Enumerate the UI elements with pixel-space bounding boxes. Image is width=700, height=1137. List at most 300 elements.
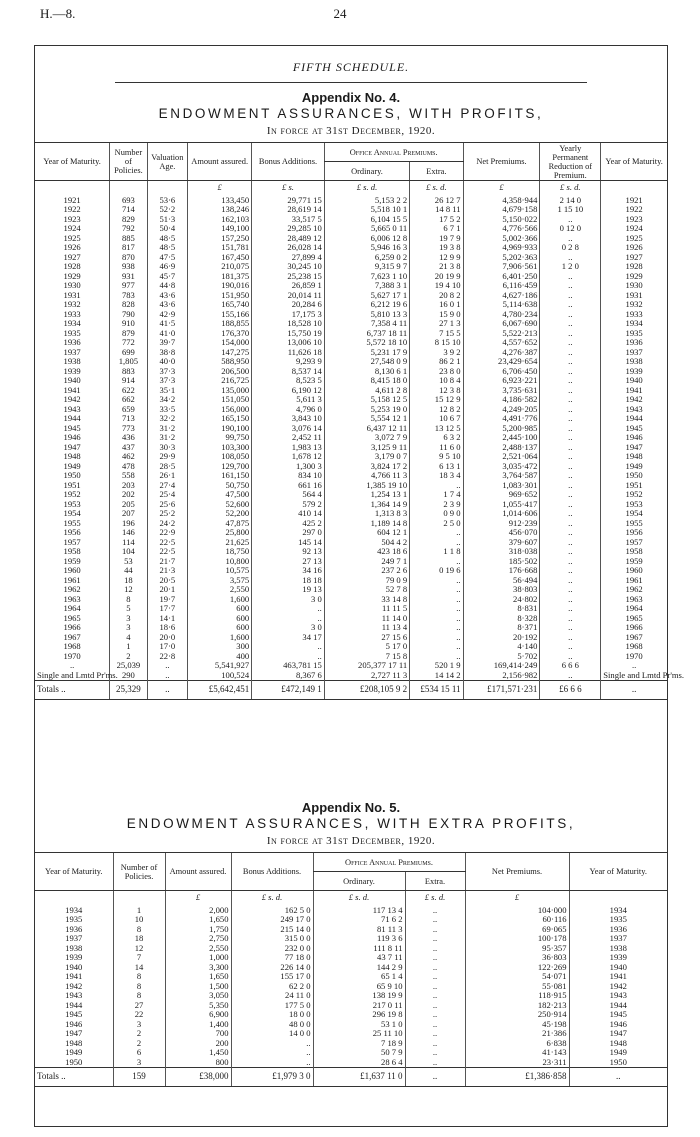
table-cell: 0 19 6	[410, 566, 463, 576]
table-cell: ..	[540, 490, 601, 500]
table-cell: ..	[405, 963, 465, 973]
table-cell: 27	[113, 1001, 165, 1011]
table-cell: 22·9	[147, 528, 188, 538]
table-cell: 1,805	[110, 357, 147, 367]
appendix5-label: Appendix No. 5.	[301, 800, 401, 815]
table-cell: 1944	[601, 414, 667, 424]
table-cell: 379·607	[463, 538, 540, 548]
table-cell: 21 3 8	[410, 262, 463, 272]
table-cell: 19 3 8	[410, 243, 463, 253]
table-cell: 181,375	[188, 272, 252, 282]
table-cell: 10 6 7	[410, 414, 463, 424]
table-cell: 1953	[601, 500, 667, 510]
table-cell: 883	[110, 367, 147, 377]
table-cell: 151,781	[188, 243, 252, 253]
table-cell: ..	[410, 585, 463, 595]
table-cell: 1934	[65, 904, 83, 915]
table-cell: 425 2	[252, 519, 325, 529]
table-cell: 22·5	[147, 538, 188, 548]
table-cell: 1966	[601, 623, 667, 633]
table-cell: 54·071	[465, 972, 569, 982]
table-cell: 42·9	[147, 310, 188, 320]
table-cell: 8	[113, 972, 165, 982]
table-cell: 69·065	[465, 925, 569, 935]
table-cell: 1937	[601, 348, 667, 358]
table-cell: 4,611 2 8	[324, 386, 409, 396]
table-cell: 65 9 10	[313, 982, 405, 992]
table-cell: 81 11 3	[313, 925, 405, 935]
table-cell: 40·0	[147, 357, 188, 367]
table-cell: 44·8	[147, 281, 188, 291]
table-cell: 17 5 2	[410, 215, 463, 225]
table-cell: 1936	[63, 337, 81, 347]
table-cell: 1963	[63, 593, 81, 604]
table-cell: 1949	[63, 460, 81, 471]
col-ordinary: Ordinary.	[324, 162, 409, 181]
table-cell: 27 13	[252, 557, 325, 567]
page-number: 24	[333, 6, 347, 21]
table-cell: 34 17	[252, 633, 325, 643]
table-cell: 28,619 14	[252, 205, 325, 215]
table-cell: 20 19 9	[410, 272, 463, 282]
table-cell: ..	[540, 519, 601, 529]
table-cell: 226 14 0	[231, 963, 313, 973]
table-cell: 1932	[601, 300, 667, 310]
table-cell: £1,979 3 0	[231, 1068, 313, 1087]
table-cell: £38,000	[165, 1068, 231, 1087]
table-cell: 157,250	[188, 234, 252, 244]
table-cell: 8	[113, 982, 165, 992]
table-cell: 0 9 0	[410, 509, 463, 519]
table-cell: ..	[540, 319, 601, 329]
table-cell: 1939	[601, 367, 667, 377]
table-cell: ..	[410, 576, 463, 586]
table-cell: £171,571·231	[463, 681, 540, 700]
table-cell: ..	[405, 1001, 465, 1011]
table-cell: 1,014·606	[463, 509, 540, 519]
table-cell: 25,800	[188, 528, 252, 538]
table-cell: 13,006 10	[252, 338, 325, 348]
table-cell: 45·198	[465, 1020, 569, 1030]
table-cell: 693	[110, 193, 147, 206]
table-cell: 210,075	[188, 262, 252, 272]
table-cell: 19·7	[147, 595, 188, 605]
table-cell: ..	[540, 215, 601, 225]
table-cell: 1925	[63, 232, 81, 243]
table-cell: 20·1	[147, 585, 188, 595]
table-cell: ..	[540, 528, 601, 538]
table-cell: 4,780·234	[463, 310, 540, 320]
table-cell: 10	[113, 915, 165, 925]
table-cell: 28,489 12	[252, 234, 325, 244]
table-cell: 18,528 10	[252, 319, 325, 329]
table-cell: 33·5	[147, 405, 188, 415]
table-cell: ..	[405, 1058, 465, 1068]
table-cell: ..	[231, 1058, 313, 1068]
table-cell: 1925	[601, 234, 667, 244]
table-cell: 169,414·249	[463, 661, 540, 671]
table-cell: 1 2 0	[540, 262, 601, 272]
table-cell: 1923	[63, 213, 81, 224]
table-cell: 1943	[601, 405, 667, 415]
table-cell: 1941	[63, 384, 81, 395]
table-cell: 1970	[63, 650, 81, 661]
table-cell: 600	[188, 623, 252, 633]
table-cell: 18,750	[188, 547, 252, 557]
table-cell: ..	[252, 614, 325, 624]
table-cell: 1,385 19 10	[324, 481, 409, 491]
table-cell: 1938	[63, 356, 81, 366]
table-cell: 5,572 18 10	[324, 338, 409, 348]
table-cell: 1953	[63, 498, 81, 509]
table-cell: 10,800	[188, 557, 252, 567]
table-cell: 37·3	[147, 367, 188, 377]
table-cell: 5,114·638	[463, 300, 540, 310]
table-cell: 1933	[63, 308, 81, 319]
table-cell: 41·143	[465, 1048, 569, 1058]
col-net: Net Premiums.	[465, 853, 569, 891]
table-cell: ..	[540, 414, 601, 424]
table-cell: 1942	[63, 394, 81, 404]
appendix4-table	[35, 142, 685, 700]
table-cell: 0 2 8	[540, 243, 601, 253]
table-cell: ..	[252, 642, 325, 652]
table-cell: ..	[147, 661, 188, 671]
table-cell: £1,386·858	[465, 1068, 569, 1087]
table-cell: 1937	[63, 346, 81, 357]
table-cell: 1945	[569, 1010, 667, 1020]
table-cell: 1937	[569, 934, 667, 944]
table-cell: 1941	[569, 972, 667, 982]
table-cell: 600	[188, 604, 252, 614]
table-cell: 47,500	[188, 490, 252, 500]
table-cell: 1935	[63, 327, 81, 338]
table-cell: 1,600	[188, 633, 252, 643]
table-cell: 6,212 19 6	[324, 300, 409, 310]
table-row	[35, 903, 667, 916]
table-cell: 6 7 1	[410, 224, 463, 234]
table-row	[35, 953, 667, 963]
table-cell: 162,103	[188, 215, 252, 225]
divider	[115, 82, 587, 83]
table-cell: 5·702	[463, 652, 540, 662]
table-cell: 6,190 12	[252, 386, 325, 396]
table-cell: 62 2 0	[231, 982, 313, 992]
table-cell: 1937	[65, 933, 83, 943]
table-cell: 18 18	[252, 576, 325, 586]
table-cell: 8	[113, 991, 165, 1001]
table-cell: 7	[113, 953, 165, 963]
table-cell: 104	[110, 547, 147, 557]
table-cell: 31·2	[147, 433, 188, 443]
table-cell: 1964	[63, 603, 81, 613]
table-cell: 792	[110, 224, 147, 234]
table-cell: 7,906·561	[463, 262, 540, 272]
table-cell: 176,370	[188, 329, 252, 339]
table-cell: ..	[540, 595, 601, 605]
table-cell: 1963	[601, 595, 667, 605]
table-cell: 3,035·472	[463, 462, 540, 472]
table-cell: 1938	[569, 944, 667, 954]
table-cell: 43·6	[147, 300, 188, 310]
table-cell: 462	[110, 452, 147, 462]
table-cell: 1,400	[165, 1020, 231, 1030]
table-cell: £472,149 1	[252, 681, 325, 700]
table-cell: 1943	[65, 990, 83, 1000]
table-cell: 5	[110, 604, 147, 614]
table-cell: 200	[165, 1039, 231, 1049]
table-cell: ..	[540, 538, 601, 548]
table-cell: 27 1 3	[410, 319, 463, 329]
table-cell: 18 3 4	[410, 471, 463, 481]
table-cell: 39·7	[147, 338, 188, 348]
table-cell: ..	[231, 1039, 313, 1049]
table-cell: 1946	[63, 432, 81, 442]
table-cell: 22·5	[147, 547, 188, 557]
table-cell: 3,076 14	[252, 424, 325, 434]
table-cell: 828	[110, 300, 147, 310]
table-cell: 20,014 11	[252, 291, 325, 301]
table-cell: 773	[110, 424, 147, 434]
col-year-right: Year of Maturity.	[569, 853, 667, 891]
table-cell: 2,445·100	[463, 433, 540, 443]
table-cell: 1949	[569, 1048, 667, 1058]
table-cell: 26·1	[147, 471, 188, 481]
table-cell: 156,000	[188, 405, 252, 415]
table-cell: 829	[110, 215, 147, 225]
table-cell: 1962	[63, 584, 81, 594]
table-cell: 436	[110, 433, 147, 443]
table-cell: 931	[110, 272, 147, 282]
table-cell: 290	[110, 671, 147, 681]
table-cell: 41·5	[147, 319, 188, 329]
table-cell: 22	[113, 1010, 165, 1020]
table-cell: ..	[601, 681, 667, 700]
table-cell: 1948	[601, 452, 667, 462]
table-cell: 8	[110, 595, 147, 605]
table-cell: 36·803	[465, 953, 569, 963]
table-cell: 463,781 15	[252, 661, 325, 671]
table-cell: 7 15 8	[324, 652, 409, 662]
col-valuation-age: Valuation Age.	[147, 143, 188, 181]
table-cell: 8,367 6	[252, 671, 325, 681]
table-cell: 207	[110, 509, 147, 519]
table-cell: ..	[540, 234, 601, 244]
table-cell: 60·116	[465, 915, 569, 925]
table-cell: 296 19 8	[313, 1010, 405, 1020]
table-cell: 205,377 17 11	[324, 661, 409, 671]
table-cell: 1967	[63, 631, 81, 642]
table-cell: 3,300	[165, 963, 231, 973]
table-cell: 1950	[65, 1056, 83, 1067]
table-cell: 700	[165, 1029, 231, 1039]
table-cell: 1951	[601, 481, 667, 491]
table-cell: ..	[569, 1068, 667, 1087]
unit-net: £	[465, 891, 569, 903]
table-cell: 176·668	[463, 566, 540, 576]
table-cell: 1931	[63, 289, 81, 300]
table-cell: 1,600	[188, 595, 252, 605]
table-cell: 6	[113, 1048, 165, 1058]
table-cell: 55·081	[465, 982, 569, 992]
table-cell: ..	[540, 633, 601, 643]
table-cell: 1936	[65, 923, 83, 934]
table-cell: 1955	[63, 517, 81, 528]
table-cell: £6 6 6	[540, 681, 601, 700]
table-cell: 1950	[569, 1058, 667, 1068]
table-cell: 870	[110, 253, 147, 263]
table-cell: 7,388 3 1	[324, 281, 409, 291]
table-cell: 4,679·158	[463, 205, 540, 215]
table-cell: ..	[405, 1020, 465, 1030]
table-cell: ..	[540, 585, 601, 595]
table-cell: 237 2 6	[324, 566, 409, 576]
table-cell: 190,100	[188, 424, 252, 434]
table-cell: 3,764·587	[463, 471, 540, 481]
table-cell: 6,006 12 8	[324, 234, 409, 244]
table-row	[35, 925, 667, 935]
table-cell: 1948	[63, 451, 81, 461]
table-cell: 914	[110, 376, 147, 386]
table-cell: 26,028 14	[252, 243, 325, 253]
table-cell: ..	[410, 538, 463, 548]
table-cell: 232 0 0	[231, 944, 313, 954]
table-cell: 2	[113, 1029, 165, 1039]
table-cell: 790	[110, 310, 147, 320]
table-cell: 1940	[63, 375, 81, 385]
table-row	[35, 963, 667, 973]
table-cell: 11 11 5	[324, 604, 409, 614]
table-cell: 4,186·582	[463, 395, 540, 405]
table-cell: Totals ..	[35, 681, 110, 700]
table-cell: 5,150·022	[463, 215, 540, 225]
table-cell: 9,293 9	[252, 357, 325, 367]
table-cell: ..	[410, 623, 463, 633]
table-cell: 977	[110, 281, 147, 291]
table-cell: 3	[110, 623, 147, 633]
table-row	[35, 1058, 667, 1068]
table-cell: 1924	[63, 223, 81, 233]
table-cell: 8,523 5	[252, 376, 325, 386]
table-cell: 6 3 2	[410, 433, 463, 443]
table-cell: 1947	[601, 443, 667, 453]
table-cell: 0 12 0	[540, 224, 601, 234]
table-cell: 5,231 17 9	[324, 348, 409, 358]
table-cell: 885	[110, 234, 147, 244]
table-cell: 52,200	[188, 509, 252, 519]
col-yearly-reduction: Yearly Permanent Reduction of Premium.	[540, 143, 601, 181]
table-cell: 203	[110, 481, 147, 491]
table-cell: 25,329	[110, 681, 147, 700]
table-cell: 1932	[63, 299, 81, 309]
table-cell: 65 1 4	[313, 972, 405, 982]
appendix5-table	[35, 852, 667, 1087]
col-premiums-group: Office Annual Premiums.	[324, 143, 463, 162]
table-cell: 1,750	[165, 925, 231, 935]
table-cell: 159	[113, 1068, 165, 1087]
table-cell: Single and Lmtd Pr'ms.	[601, 671, 667, 681]
table-cell: £5,642,451	[188, 681, 252, 700]
table-cell: 3,575	[188, 576, 252, 586]
table-cell: 1939	[65, 952, 83, 962]
table-cell: 1943	[63, 403, 81, 414]
table-cell: 1,650	[165, 915, 231, 925]
table-cell: 103,300	[188, 443, 252, 453]
table-cell: 6,437 12 11	[324, 424, 409, 434]
table-cell: ..	[540, 604, 601, 614]
table-cell: 879	[110, 329, 147, 339]
col-year-right: Year of Maturity.	[601, 143, 667, 181]
table-cell: 318·038	[463, 547, 540, 557]
table-cell: 18 0 0	[231, 1010, 313, 1020]
table-cell: 1956	[601, 528, 667, 538]
table-cell: 1949	[601, 462, 667, 472]
table-cell: 1940	[65, 961, 83, 972]
table-cell: ..	[540, 272, 601, 282]
table-cell: 1951	[63, 479, 81, 490]
table-cell: 423 18 6	[324, 547, 409, 557]
table-cell: 1934	[63, 318, 81, 328]
table-cell: ..	[540, 405, 601, 415]
col-amount: Amount assured.	[188, 143, 252, 181]
table-cell: ..	[601, 661, 667, 671]
table-cell: 5,253 19 0	[324, 405, 409, 415]
table-cell: 3 0	[252, 595, 325, 605]
table-cell: 165,150	[188, 414, 252, 424]
table-cell: 1930	[63, 280, 81, 290]
table-cell: 1960	[63, 565, 81, 575]
table-cell: 122·269	[465, 963, 569, 973]
table-cell: 38·803	[463, 585, 540, 595]
table-cell: 33,517 5	[252, 215, 325, 225]
table-cell: 21·7	[147, 557, 188, 567]
table-cell: ..	[540, 367, 601, 377]
table-cell: 1947	[63, 441, 81, 452]
table-cell: 1961	[63, 574, 81, 585]
table-cell: 5,627 17 1	[324, 291, 409, 301]
table-cell: ..	[405, 925, 465, 935]
table-cell: 7 15 5	[410, 329, 463, 339]
table-cell: 27 15 6	[324, 633, 409, 643]
table-cell: 56·494	[463, 576, 540, 586]
table-row	[35, 982, 667, 992]
table-cell: 938	[110, 262, 147, 272]
table-cell: 1959	[63, 555, 81, 566]
table-cell: 24·802	[463, 595, 540, 605]
appendix5-subheading: In force at 31st December, 1920.	[266, 835, 436, 847]
table-cell: 3,050	[165, 991, 231, 1001]
table-cell: 18	[113, 934, 165, 944]
table-cell: 4,557·652	[463, 338, 540, 348]
unit-extra: £ s. d.	[405, 891, 465, 903]
table-cell: 6,116·459	[463, 281, 540, 291]
table-cell: 1955	[601, 519, 667, 529]
table-cell: 11,626 18	[252, 348, 325, 358]
totals-row	[35, 681, 667, 700]
table-cell: 185·502	[463, 557, 540, 567]
table-cell: 1942	[65, 980, 83, 991]
table-cell: 24 11 0	[231, 991, 313, 1001]
table-cell: 161,150	[188, 471, 252, 481]
table-cell: ..	[231, 1048, 313, 1058]
table-cell: 26 12 7	[410, 193, 463, 206]
table-cell: 588,950	[188, 357, 252, 367]
table-cell: 21·386	[465, 1029, 569, 1039]
table-cell: 2,452 11	[252, 433, 325, 443]
table-cell: 21·3	[147, 566, 188, 576]
table-cell: 45·7	[147, 272, 188, 282]
table-cell: 27,899 4	[252, 253, 325, 263]
